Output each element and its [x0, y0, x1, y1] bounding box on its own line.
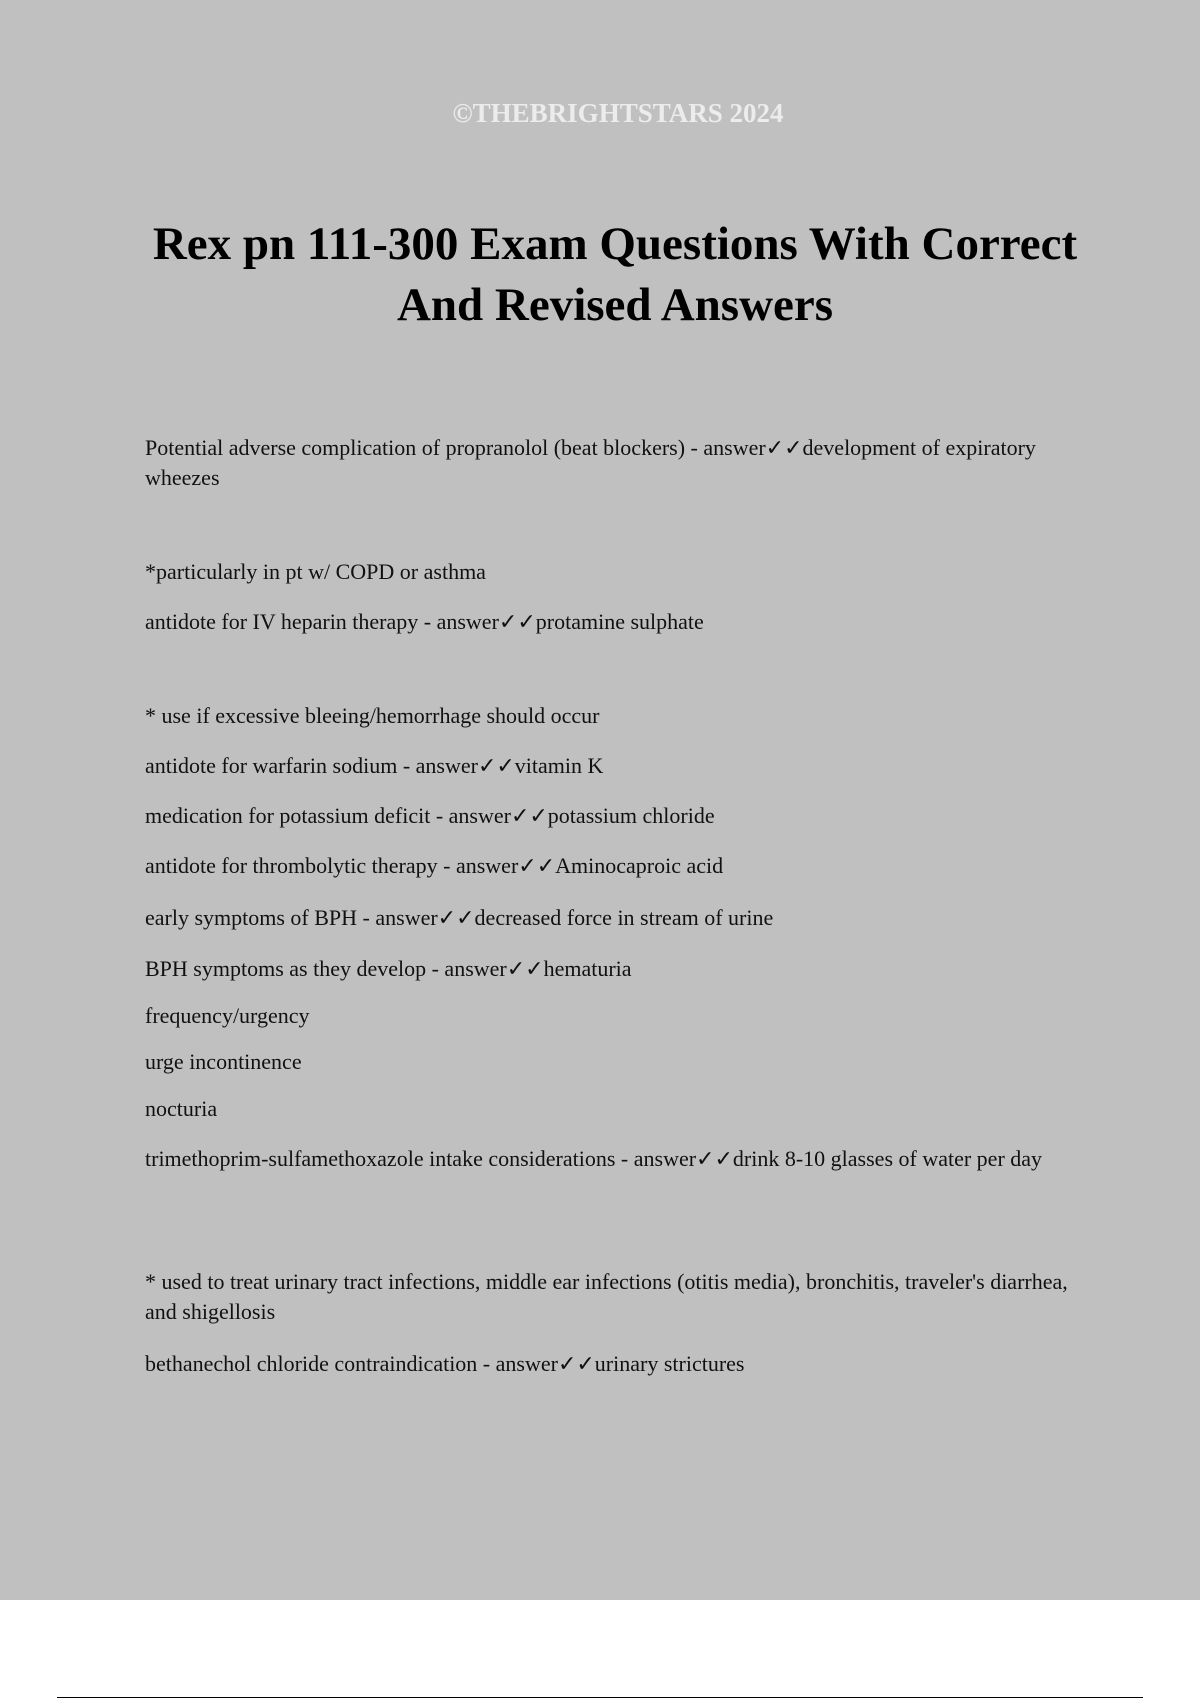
qa-item: BPH symptoms as they develop - answer✓✓hematuria — [145, 956, 632, 981]
qa-item: bethanechol chloride contraindication - answer✓✓urinary strictures — [145, 1351, 745, 1376]
qa-item: Potential adverse complication of propranolol (beat blockers) - answer✓✓development of expiratory wheezes — [145, 435, 1036, 490]
qa-item: antidote for thrombolytic therapy - answer✓✓Aminocaproic acid — [145, 853, 724, 878]
qa-item: antidote for warfarin sodium - answer✓✓vitamin K — [145, 753, 604, 778]
qa-note: * used to treat urinary tract infections, middle ear infections (otitis media), bronchitis, traveler's diarrhea, and shigellosis — [145, 1269, 1068, 1324]
footer-divider — [57, 1697, 1143, 1698]
qa-item: early symptoms of BPH - answer✓✓decreased force in stream of urine — [145, 905, 774, 930]
qa-note: *particularly in pt w/ COPD or asthma — [145, 559, 486, 584]
qa-continuation: frequency/urgency — [145, 1003, 310, 1028]
qa-note: * use if excessive bleeing/hemorrhage should occur — [145, 703, 600, 728]
document-title: Rex pn 111-300 Exam Questions With Correct And Revised Answers — [152, 218, 1078, 331]
watermark: ©THEBRIGHTSTARS 2024 — [452, 98, 784, 128]
qa-item: antidote for IV heparin therapy - answer✓✓protamine sulphate — [145, 609, 704, 634]
qa-continuation: urge incontinence — [145, 1049, 302, 1074]
qa-item: trimethoprim-sulfamethoxazole intake considerations - answer✓✓drink 8-10 glasses of water per day — [145, 1146, 1043, 1171]
qa-item: medication for potassium deficit - answer✓✓potassium chloride — [145, 803, 715, 828]
qa-continuation: nocturia — [145, 1096, 218, 1121]
